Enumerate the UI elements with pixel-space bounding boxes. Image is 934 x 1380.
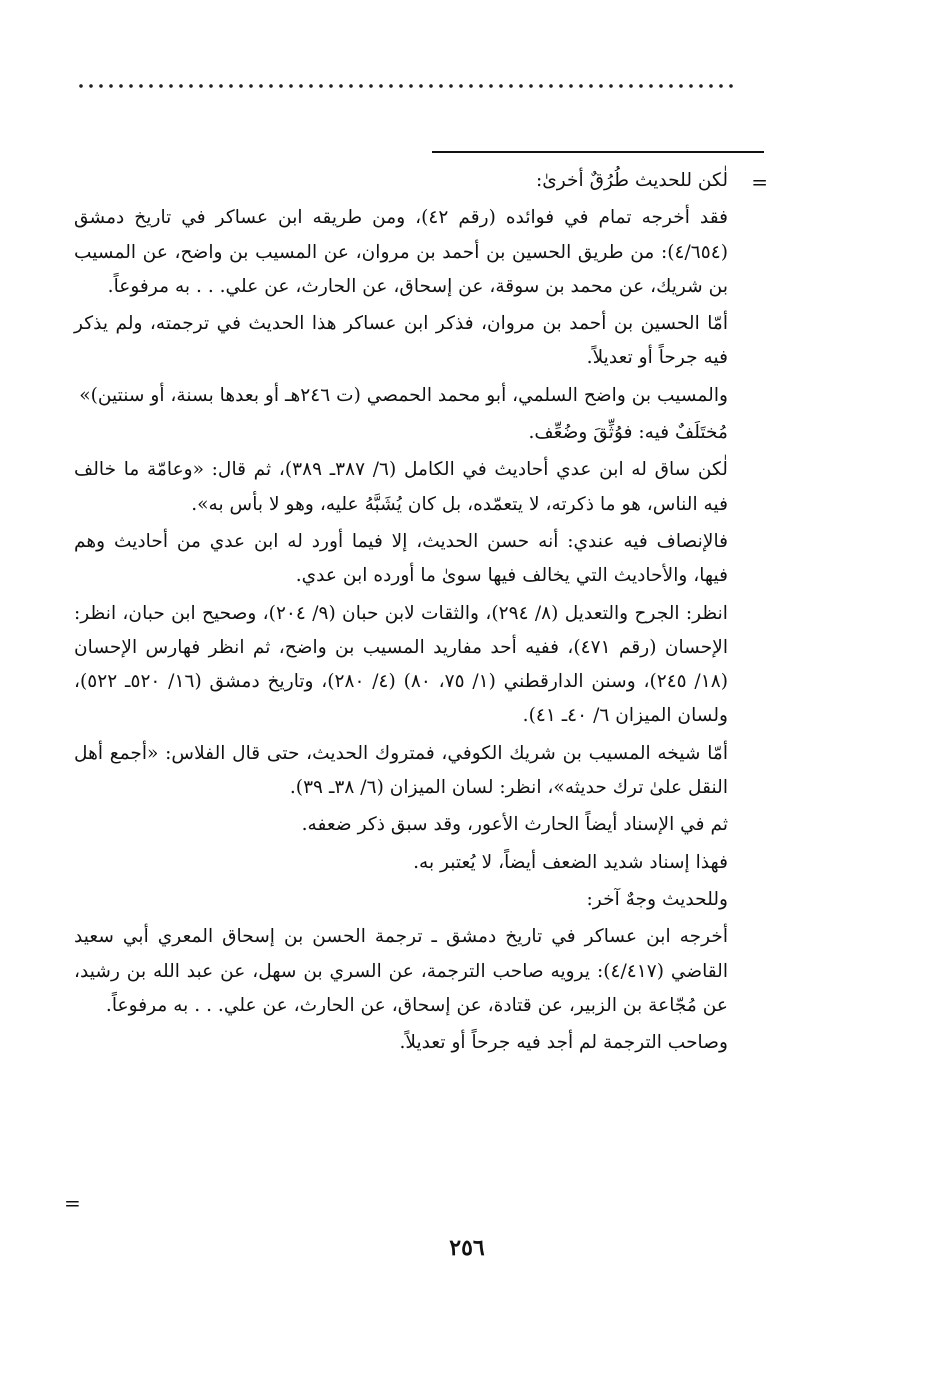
paragraph: فالإنصاف فيه عندي: أنه حسن الحديث، إلا فيما أورد له ابن عدي من أحاديث وهم فيها، والأحاديث التي يخالف فيها سوىٰ ما أورده ابن عدي.	[74, 530, 728, 587]
footnote-body	[74, 164, 728, 1063]
paragraph: لٰكن ساق له ابن عدي أحاديث في الكامل (٦/ ٣٨٧ـ ٣٨٩)، ثم قال: «وعامّة ما خالف فيه الناس، هو ما ذكرته، لا يتعمّده، بل كان يُشَبَّهُ عليه، وهو لا بأس به».	[74, 459, 728, 515]
header-dotted-line	[76, 84, 736, 88]
paragraph: أخرجه ابن عساكر في تاريخ دمشق ـ ترجمة الحسن بن إسحاق المعري أبي سعيد القاضي (٤/٤١٧): يرويه صاحب الترجمة، عن السري بن سهل، عن عبد الله بن رشيد، عن مُجّاعة بن الزبير، عن قتادة، عن إسحاق، عن الحارث، عن علي. . . به مرفوعاً.	[74, 926, 729, 1016]
paragraph: مُختَلَفٌ فيه: فوُثِّقَ وضُعِّف.	[528, 422, 728, 444]
paragraph: أمّا شيخه المسيب بن شريك الكوفي، فمتروك الحديث، حتى قال الفلاس: «أجمع أهل النقل علىٰ ترك حديثه»، انظر: لسان الميزان (٦/ ٣٨ـ ٣٩).	[74, 742, 728, 799]
continuation-mark-bottom: =	[64, 1191, 81, 1215]
paragraph: فهذا إسناد شديد الضعف أيضاً، لا يُعتبر به.	[413, 851, 728, 873]
page-number: ٢٥٦	[449, 1235, 485, 1261]
paragraph: فقد أخرجه تمام في فوائده (رقم ٤٢)، ومن طريقه ابن عساكر في تاريخ دمشق (٤/٦٥٤): من طريق الحسين بن أحمد بن مروان، عن المسيب بن واضح، عن المسيب بن شريك، عن محمد بن سوقة، عن إسحاق، عن الحارث، عن علي. . . به مرفوعاً.	[74, 207, 728, 297]
footnote-separator-rule	[432, 151, 764, 153]
paragraph: لٰكن للحديث طُرُقٌ أخرىٰ:	[535, 170, 728, 191]
paragraph: ثم في الإسناد أيضاً الحارث الأعور، وقد سبق ذكر ضعفه.	[301, 814, 728, 836]
paragraph: والمسيب بن واضح السلمي، أبو محمد الحمصي (ت ٢٤٦هـ أو بعدها بسنة، أو سنتين)»	[79, 384, 728, 406]
paragraph: وللحديث وجهٌ آخر:	[586, 888, 728, 910]
continuation-mark-top: =	[751, 170, 768, 194]
paragraph: انظر: الجرح والتعديل (٨/ ٢٩٤)، والثقات لابن حبان (٩/ ٢٠٤)، وصحيح ابن حبان، انظر: الإحسان (رقم ٤٧١)، ففيه أحد مفاريد المسيب بن واضح، ثم انظر فهارس الإحسان (١٨/ ٢٤٥)، وسنن الدارقطني (١/ ٧٥، ٨٠) (٤/ ٢٨٠)، وتاريخ دمشق (١٦/ ٥٢٠ـ ٥٢٢)، ولسان الميزان ٦/ ٤٠ـ ٤١).	[74, 602, 728, 727]
paragraph: أمّا الحسين بن أحمد بن مروان، فذكر ابن عساكر هذا الحديث في ترجمته، ولم يذكر فيه جرحاً أو تعديلاً.	[74, 313, 728, 369]
paragraph: وصاحب الترجمة لم أجد فيه جرحاً أو تعديلاً.	[399, 1032, 728, 1054]
